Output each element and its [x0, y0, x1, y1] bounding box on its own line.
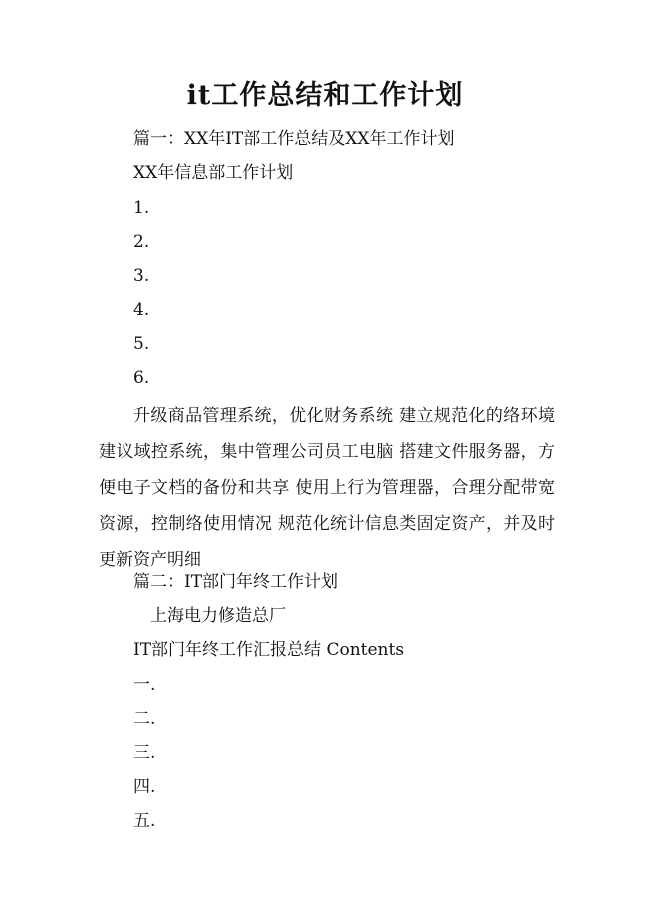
numbered-item: 3. [133, 266, 150, 286]
document-title: it工作总结和工作计划 [186, 80, 464, 111]
section-heading-1: 篇一：XX年IT部工作总结及XX年工作计划 [133, 129, 455, 149]
numbered-item: 6. [133, 368, 150, 388]
company-name: 上海电力修造总厂 [150, 606, 286, 626]
chinese-numbered-item: 五. [133, 811, 156, 831]
report-title: IT部门年终工作汇报总结 Contents [133, 640, 405, 660]
numbered-item: 5. [133, 334, 150, 354]
chinese-numbered-item: 四. [133, 777, 156, 797]
chinese-numbered-item: 二. [133, 709, 156, 729]
numbered-item: 2. [133, 232, 150, 252]
body-paragraph: 升级商品管理系统，优化财务系统 建立规范化的络环境 建议域控系统，集中管理公司员工电脑 搭建文件服务器，方便电子文档的备份和共享 使用上行为管理器，合理分配带宽资源，控制络使用情况 规范化统计信息类固定资产，并及时更新资产明细 [99, 406, 555, 570]
chinese-numbered-item: 一. [133, 675, 156, 695]
numbered-item: 4. [133, 300, 150, 320]
chinese-numbered-item: 三. [133, 743, 156, 763]
subheading-info-dept-plan: XX年信息部工作计划 [133, 163, 294, 183]
numbered-item: 1. [133, 198, 150, 218]
section-heading-2: 篇二：IT部门年终工作计划 [133, 572, 339, 592]
